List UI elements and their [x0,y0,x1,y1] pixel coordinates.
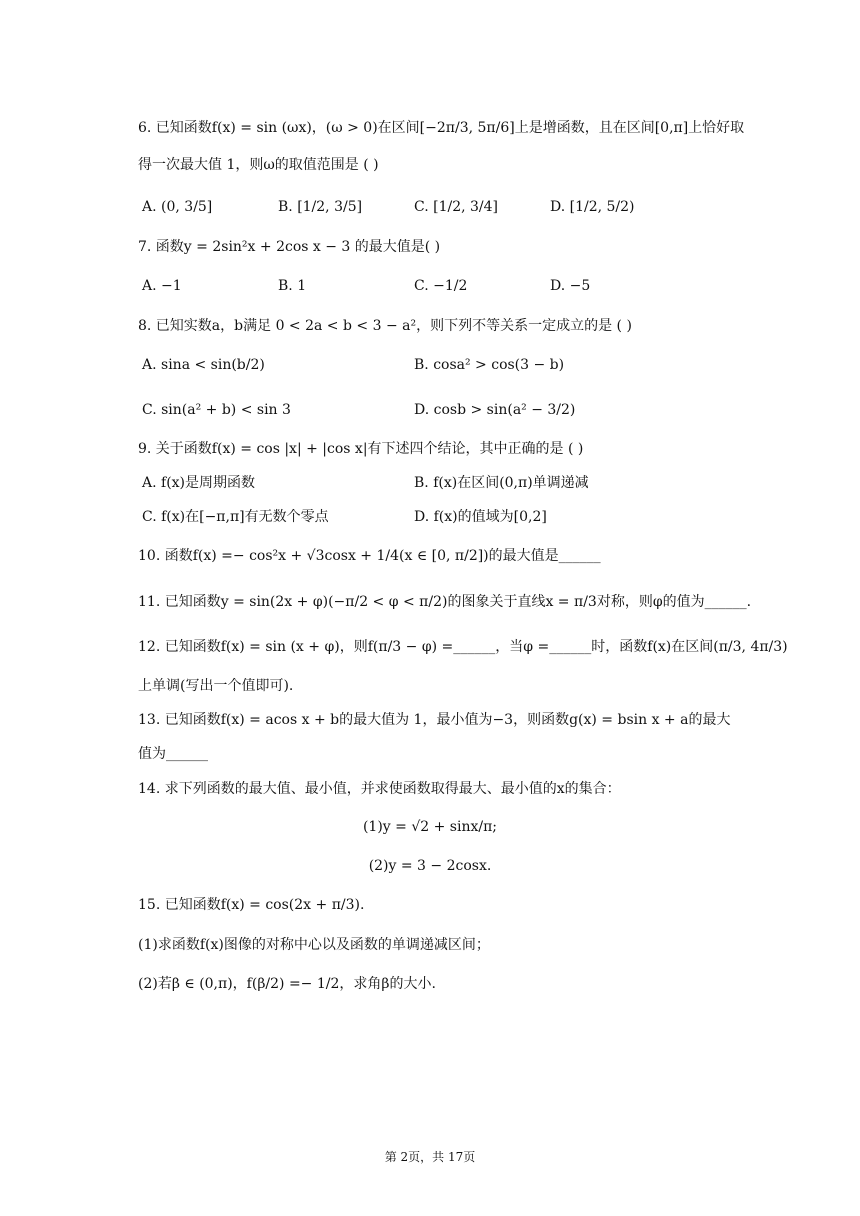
question-7-option-b[interactable]: B. 1 [278,278,307,294]
question-11-line-1: 11. 已知函数y = sin(2x + φ)(−π/2 < φ < π/2)的图象关于直线x = π/3对称，则φ的值为______. [138,594,752,610]
question-9-option-c[interactable]: C. f(x)在[−π,π]有无数个零点 [142,509,329,525]
question-7-option-a[interactable]: A. −1 [142,278,182,294]
page-footer: 第 2页，共 17页 [384,1150,476,1164]
question-8-option-c[interactable]: C. sin(a² + b) < sin 3 [142,402,291,418]
question-7-option-c[interactable]: C. −1/2 [414,278,468,294]
question-6-option-a[interactable]: A. (0, 3/5] [142,199,213,215]
question-6-line-1: 6. 已知函数f(x) = sin (ωx)，(ω > 0)在区间[−2π/3, 5π/6]上是增函数，且在区间[0,π]上恰好取 [138,120,745,136]
question-8-line-1: 8. 已知实数a，b满足 0 < 2a < b < 3 − a²，则下列不等关系一定成立的是 ( ) [138,318,632,334]
question-6-option-c[interactable]: C. [1/2, 3/4] [414,199,498,215]
question-15-part-1: (1)求函数f(x)图像的对称中心以及函数的单调递减区间； [138,937,490,953]
question-8-option-d[interactable]: D. cosb > sin(a² − 3/2) [414,402,576,418]
question-6-option-d[interactable]: D. [1/2, 5/2) [550,199,635,215]
question-9-line-1: 9. 关于函数f(x) = cos |x| + |cos x|有下述四个结论，其中正确的是 ( ) [138,441,584,457]
question-8-option-b[interactable]: B. cosa² > cos(3 − b) [414,357,565,373]
question-14-part-1: (1)y = √2 + sinx/π; [362,819,498,835]
question-12-line-1: 12. 已知函数f(x) = sin (x + φ)，则f(π/3 − φ) =______，当φ =______时，函数f(x)在区间(π/3, 4π/3) [138,639,788,655]
question-9-option-b[interactable]: B. f(x)在区间(0,π)单调递减 [414,475,589,491]
question-6-option-b[interactable]: B. [1/2, 3/5] [278,199,363,215]
question-9-option-a[interactable]: A. f(x)是周期函数 [142,475,256,491]
question-12-line-2: 上单调(写出一个值即可). [138,678,294,694]
question-7-line-1: 7. 函数y = 2sin²x + 2cos x − 3 的最大值是( ) [138,239,441,255]
question-7-option-d[interactable]: D. −5 [550,278,591,294]
question-15-part-2: (2)若β ∈ (0,π)，f(β/2) =− 1/2，求角β的大小. [138,976,436,992]
question-13-line-1: 13. 已知函数f(x) = acos x + b的最大值为 1，最小值为−3，则函数g(x) = bsin x + a的最大 [138,712,731,728]
question-15-line-1: 15. 已知函数f(x) = cos(2x + π/3). [138,897,365,913]
question-10-line-1: 10. 函数f(x) =− cos²x + √3cosx + 1/4(x ∈ [0, π/2])的最大值是______ [138,548,601,564]
question-14-line-1: 14. 求下列函数的最大值、最小值，并求使函数取得最大、最小值的x的集合： [138,781,621,797]
question-6-line-2: 得一次最大值 1，则ω的取值范围是 ( ) [138,157,379,173]
question-14-part-2: (2)y = 3 − 2cosx. [368,858,492,874]
question-13-line-2: 值为______ [138,746,208,762]
question-9-option-d[interactable]: D. f(x)的值域为[0,2] [414,509,547,525]
question-8-option-a[interactable]: A. sina < sin(b/2) [142,357,265,373]
